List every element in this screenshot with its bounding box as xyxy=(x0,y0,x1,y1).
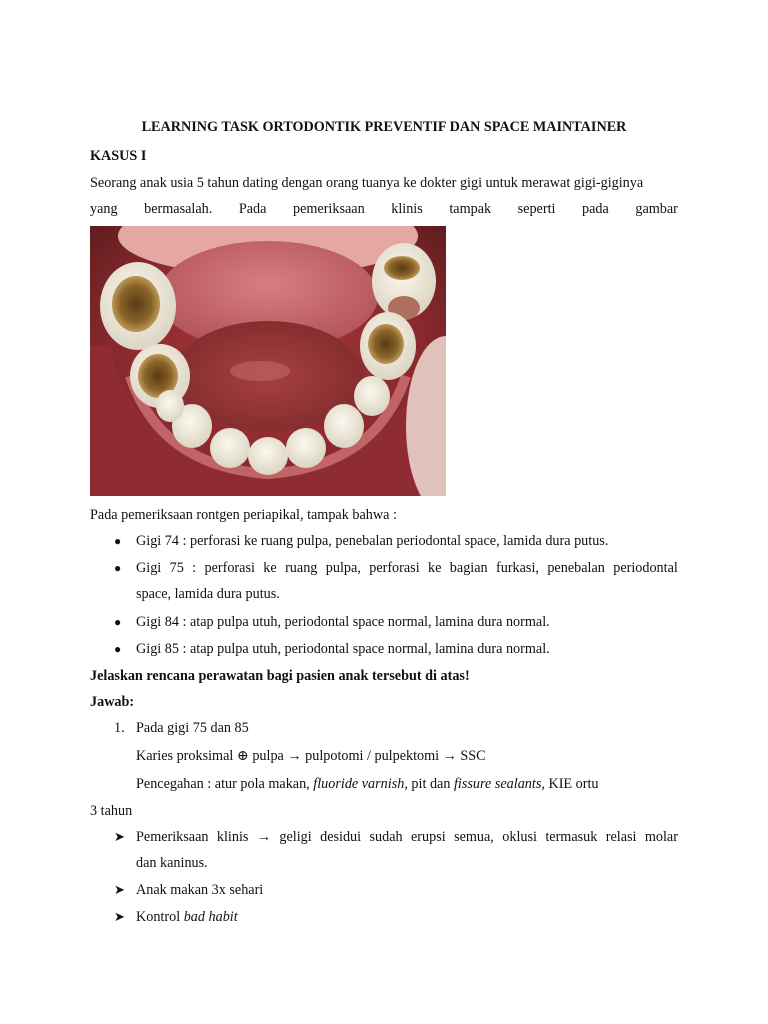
case-heading: KASUS I xyxy=(90,148,147,164)
arrow-right-icon: → xyxy=(256,829,272,845)
list-number: 1. xyxy=(114,720,125,736)
word: pulpa, xyxy=(325,560,361,576)
arrow-item-pemeriksaan-cont: dan kaninus. xyxy=(136,855,208,871)
intro-word: seperti xyxy=(517,201,556,217)
arrowhead-bullet-icon: ➤ xyxy=(114,882,125,897)
circle-bullet-icon: ● xyxy=(114,615,122,629)
bullet-item-gigi-75-cont: space, lamida dura putus. xyxy=(136,586,280,602)
bad-habit-text: bad habit xyxy=(183,909,238,925)
word: relasi xyxy=(605,829,637,845)
word: perforasi xyxy=(204,560,255,576)
age-heading: 3 tahun xyxy=(90,803,133,819)
bullet-item-gigi-85: Gigi 85 : atap pulpa utuh, periodontal space normal, lamina dura normal. xyxy=(136,641,550,657)
answer-label: Jawab: xyxy=(90,694,135,710)
word: sudah xyxy=(369,829,403,845)
ssc-text: SSC xyxy=(460,748,486,764)
question: Jelaskan rencana perawatan bagi pasien anak tersebut di atas! xyxy=(90,668,470,684)
clinical-photo xyxy=(90,226,446,496)
pulpa-text: pulpa xyxy=(252,748,284,764)
intro-word: yang xyxy=(90,201,118,217)
intro-word: pada xyxy=(582,201,609,217)
word: Gigi xyxy=(136,560,162,576)
word: desidui xyxy=(320,829,362,845)
word: semua, xyxy=(454,829,494,845)
pit-text: , pit dan xyxy=(404,776,454,792)
word: erupsi xyxy=(410,829,446,845)
xray-intro: Pada pemeriksaan rontgen periapikal, tampak bahwa : xyxy=(90,507,397,523)
intro-line-2 xyxy=(90,199,678,219)
bullet-item-gigi-74: Gigi 74 : perforasi ke ruang pulpa, penebalan periodontal space, lamida dura putus. xyxy=(136,533,609,549)
fissure-sealants-text: fissure sealants, xyxy=(453,776,545,792)
intro-word: Pada xyxy=(238,201,267,217)
word: 75 xyxy=(169,560,184,576)
word: perforasi xyxy=(369,560,420,576)
kie-text: KIE ortu xyxy=(544,776,599,792)
word: oklusi xyxy=(502,829,537,845)
karies-line xyxy=(136,746,676,766)
document-title: LEARNING TASK ORTODONTIK PREVENTIF DAN SPACE MAINTAINER xyxy=(141,119,627,135)
word: bagian xyxy=(449,560,488,576)
kontrol-text: Kontrol xyxy=(136,909,184,925)
word: geligi xyxy=(279,829,312,845)
intro-word: tampak xyxy=(449,201,492,217)
arrow-item-makan: Anak makan 3x sehari xyxy=(136,882,264,898)
pulpotomi-text: pulpotomi / pulpektomi xyxy=(305,748,440,764)
word: ke xyxy=(263,560,277,576)
fluoride-varnish-text: fluoride varnish xyxy=(313,776,405,792)
word: molar xyxy=(644,829,678,845)
pencegahan-line xyxy=(136,774,676,794)
intro-word: bermasalah. xyxy=(144,201,213,217)
bullet-item-gigi-75 xyxy=(136,558,678,578)
word: furkasi, xyxy=(496,560,539,576)
bullet-item-gigi-84: Gigi 84 : atap pulpa utuh, periodontal space normal, lamina dura normal. xyxy=(136,614,550,630)
intro-word: klinis xyxy=(391,201,423,217)
arrowhead-bullet-icon: ➤ xyxy=(114,829,125,844)
circle-bullet-icon: ● xyxy=(114,534,122,548)
word: ruang xyxy=(285,560,318,576)
arrow-item-pemeriksaan xyxy=(136,827,678,847)
word: : xyxy=(192,560,197,576)
plus-circle-icon: ⊕ xyxy=(236,748,249,764)
answer-item-1: Pada gigi 75 dan 85 xyxy=(136,720,249,736)
word: termasuk xyxy=(545,829,598,845)
circle-bullet-icon: ● xyxy=(114,561,122,575)
intro-line-1: Seorang anak usia 5 tahun dating dengan orang tuanya ke dokter gigi untuk merawat gigi-giginya xyxy=(90,175,644,191)
word: Pemeriksaan xyxy=(136,829,209,845)
intro-word: gambar xyxy=(635,201,678,217)
word: klinis xyxy=(216,829,249,845)
pencegahan-text: Pencegahan : atur pola makan, xyxy=(136,776,314,792)
word: ke xyxy=(428,560,442,576)
karies-text: Karies proksimal xyxy=(136,748,234,764)
intro-word: pemeriksaan xyxy=(292,201,365,217)
arrowhead-bullet-icon: ➤ xyxy=(114,909,125,924)
arrow-right-icon: → xyxy=(287,748,302,764)
word: penebalan xyxy=(547,560,605,576)
arrow-right-icon: → xyxy=(442,748,457,764)
circle-bullet-icon: ● xyxy=(114,642,122,656)
arrow-item-kontrol xyxy=(136,907,678,927)
word: periodontal xyxy=(613,560,678,576)
